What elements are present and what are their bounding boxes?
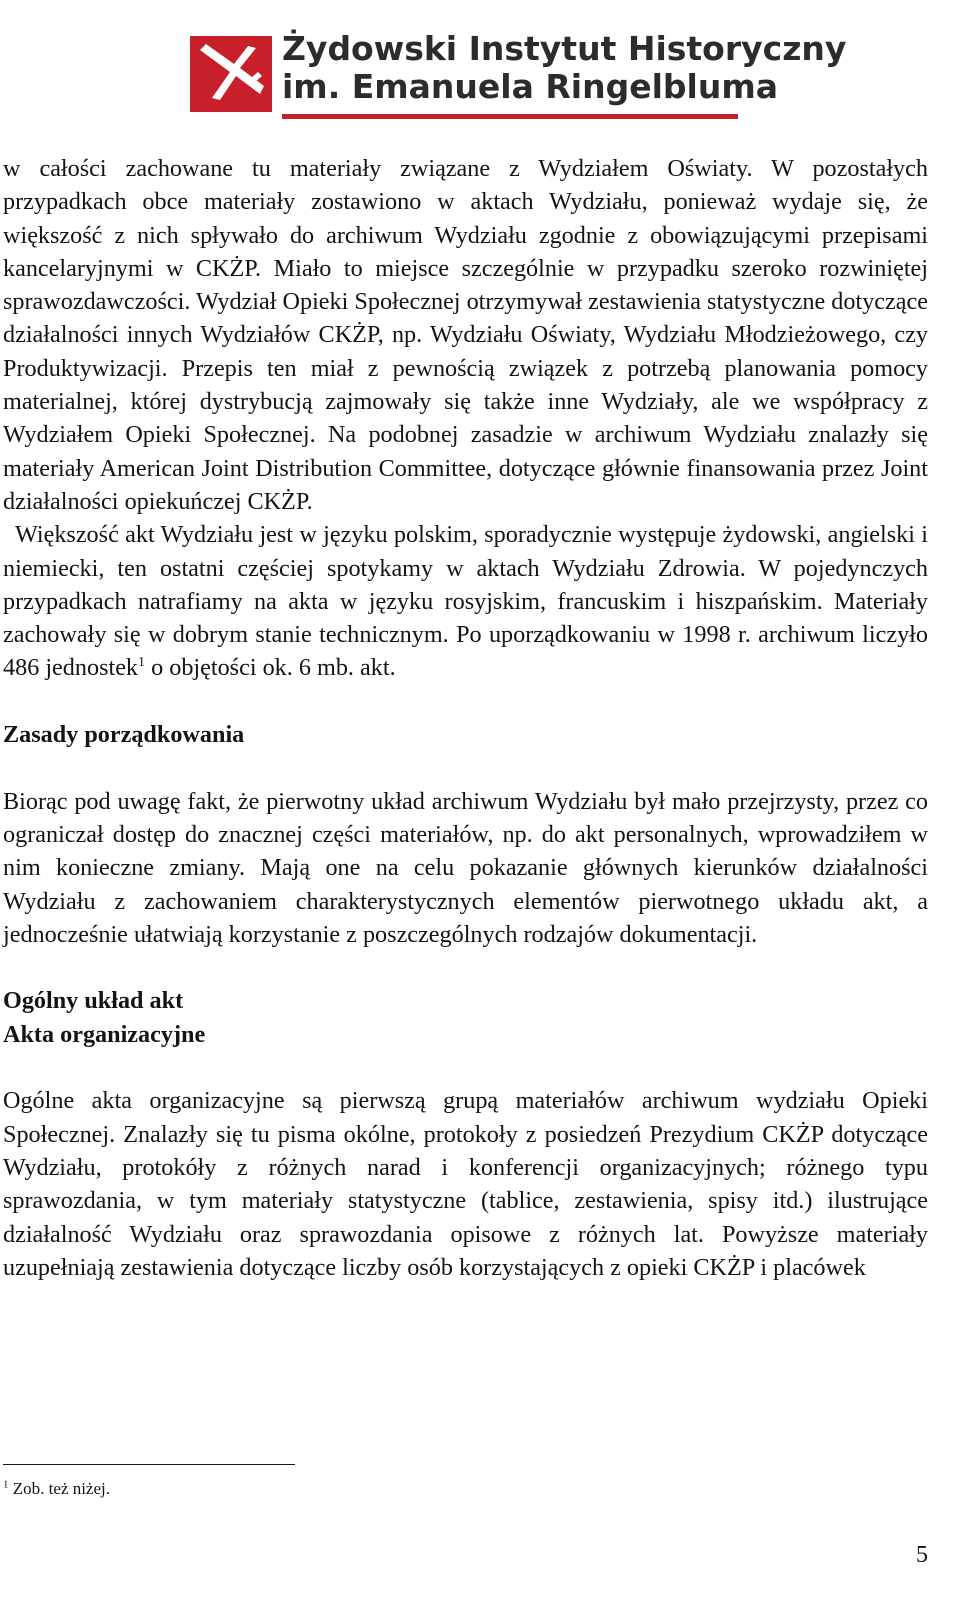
institute-name-line2: im. Emanuela Ringelbluma (282, 67, 778, 106)
paragraph-3: Biorąc pod uwagę fakt, że pierwotny układ archiwum Wydziału był mało przejrzysty, przez co ograniczał dostęp do znacznej części materiałów, np. do akt personalnych, wprowadziłem w nim konieczne zmiany. Mają one na celu pokazanie głównych kierunków działalności Wydziału z zachowaniem charakterystycznych elementów pierwotnego układu akt, a jednocześnie ułatwiają korzystanie z poszczególnych rodzajów dokumentacji. (3, 787, 928, 948)
document-body (3, 152, 928, 1284)
paragraph-2 (3, 518, 928, 684)
spacer (3, 685, 928, 718)
institute-logo-icon (190, 36, 272, 112)
paragraph-2-text-end: o objętości ok. 6 mb. akt. (145, 654, 396, 682)
institute-name-line1: Żydowski Instytut Historyczny (282, 29, 847, 68)
institute-header (190, 29, 847, 120)
paragraph-1: w całości zachowane tu materiały związane z Wydziałem Oświaty. W pozostałych przypadkach obce materiały zostawiono w aktach Wydziału, ponieważ wydaje się, że większość z nich spływało do archiwum Wydziału zgodnie z obowiązującymi przepisami kancelaryjnymi w CKŻP. Miało to miejsce szczególnie w przypadku szeroko rozwiniętej sprawozdawczości. Wydział Opieki Społecznej otrzymywał zestawienia statystyczne dotyczące działalności innych Wydziałów CKŻP, np. Wydziału Oświaty, Wydziału Młodzieżowego, czy Produktywizacji. Przepis ten miał z pewnością związek z potrzebą planowania pomocy materialnej, której dystrybucją zajmowały się także inne Wydziały, ale we współpracy z Wydziałem Opieki Społecznej. Na podobnej zasadzie w archiwum Wydziału znalazły się materiały American Joint Distribution Committee, dotyczące głównie finansowania przez Joint działalności opiekuńczej CKŻP. (3, 155, 928, 515)
paragraph-2-text: Większość akt Wydziału jest w języku polskim, sporadycznie występuje żydowski, angielski i niemiecki, ten ostatni częściej spotykamy w aktach Wydziału Zdrowia. W pojedynczych przypadkach natrafiamy na akta w języku rosyjskim, francuskim i hiszpańskim. Materiały zachowały się w dobrym stanie technicznym. Po uporządkowaniu w 1998 r. archiwum liczyło 486 jednostek (3, 521, 928, 682)
institute-name (282, 30, 846, 106)
page-number: 5 (916, 1542, 928, 1568)
footnote (3, 1478, 110, 1500)
footnote-separator (3, 1464, 295, 1465)
section-heading-akta: Akta organizacyjne (3, 1020, 206, 1048)
spacer (3, 751, 928, 784)
spacer (3, 951, 928, 984)
header-rule (282, 114, 738, 119)
footnote-marker: 1 (3, 1478, 9, 1491)
footnote-text: Zob. też niżej. (8, 1479, 110, 1498)
paragraph-4: Ogólne akta organizacyjne są pierwszą grupą materiałów archiwum wydziału Opieki Społecznej. Znalazły się tu pisma okólne, protokoły z posiedzeń Prezydium CKŻP dotyczące Wydziału, protokóły z różnych narad i konferencji organizacyjnych; różnego typu sprawozdania, w tym materiały statystyczne (tablice, zestawienia, spisy itd.) ilustrujące działalność Wydziału oraz sprawozdania opisowe z różnych lat. Powyższe materiały uzupełniają zestawienia dotyczące liczby osób korzystających z opieki CKŻP i placówek (3, 1087, 928, 1281)
section-heading-uklad: Ogólny układ akt (3, 987, 184, 1015)
spacer (3, 1051, 928, 1084)
footnote-reference: 1 (138, 655, 146, 671)
section-heading-zasady: Zasady porządkowania (3, 721, 245, 749)
